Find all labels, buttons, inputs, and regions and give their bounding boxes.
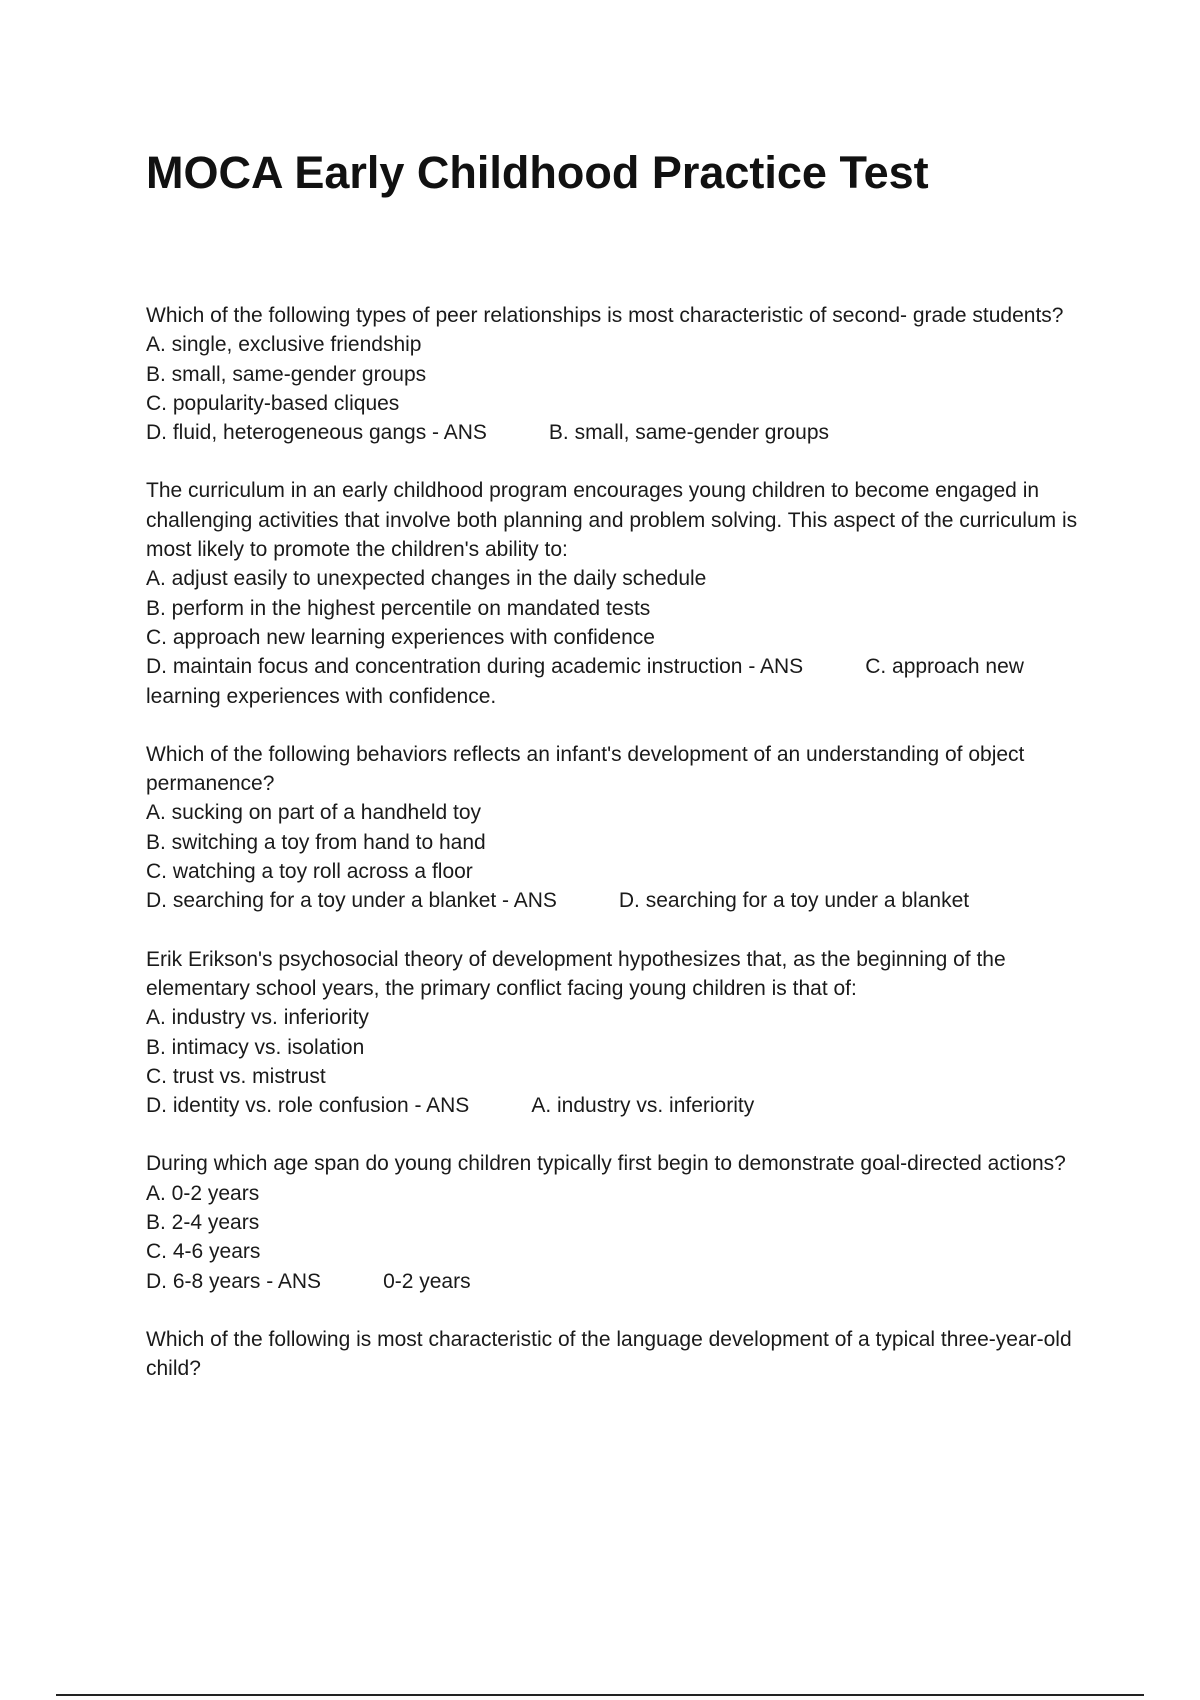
question-list [146,301,1096,1413]
answer-option: A. single, exclusive friendship [146,333,422,357]
correct-answer: B. small, same-gender groups [548,421,830,445]
answer-option: A. 0-2 years [146,1181,260,1205]
question-block [146,476,1096,710]
document-title: MOCA Early Childhood Practice Test [146,147,929,198]
correct-answer: D. searching for a toy under a blanket [618,889,970,913]
answer-option: B. switching a toy from hand to hand [146,830,486,854]
question-block [146,1149,1096,1295]
answer-option: C. 4-6 years [146,1240,261,1264]
option-d-text: D. searching for a toy under a blanket - ANS [146,889,557,913]
question-block [146,1325,1096,1384]
correct-answer: A. industry vs. inferiority [531,1094,755,1118]
answer-option: C. approach new learning experiences with confidence [146,625,655,649]
option-d-text: D. 6-8 years - ANS [146,1269,322,1293]
answer-option: A. adjust easily to unexpected changes in the daily schedule [146,567,707,591]
question-stem: Which of the following is most characteristic of the language development of a typical three-year-old child? [146,1327,1072,1381]
answer-option: C. watching a toy roll across a floor [146,860,473,884]
option-d-text: D. identity vs. role confusion - ANS [146,1094,470,1118]
question-stem: Erik Erikson's psychosocial theory of development hypothesizes that, as the beginning of the elementary school years, the primary conflict facing young children is that of: [146,947,1006,1000]
option-d-text: D. fluid, heterogeneous gangs - ANS [146,421,487,445]
answer-option: B. perform in the highest percentile on mandated tests [146,596,651,620]
question-block [146,945,1096,1121]
answer-option-last [146,1267,1096,1296]
answer-option-last [146,1091,1096,1120]
answer-option: A. industry vs. inferiority [146,1006,369,1030]
answer-option: B. intimacy vs. isolation [146,1035,365,1059]
answer-option: C. trust vs. mistrust [146,1064,326,1088]
question-stem: Which of the following behaviors reflects an infant's development of an understanding of object permanence? [146,742,1025,796]
question-block [146,740,1096,916]
answer-option: C. popularity-based cliques [146,391,400,415]
answer-option-last [146,886,1096,915]
answer-option: A. sucking on part of a handheld toy [146,801,482,825]
footer-divider [56,1694,1144,1696]
answer-option: B. 2-4 years [146,1211,260,1235]
answer-option-last [146,652,1096,711]
question-stem: During which age span do young children typically first begin to demonstrate goal-directed actions? [146,1152,1066,1176]
answer-option-last [146,418,1096,447]
correct-answer: C. approach new learning experiences with confidence. [146,655,1024,708]
correct-answer: 0-2 years [383,1269,471,1293]
question-stem: Which of the following types of peer relationships is most characteristic of second- grade students? [146,304,1064,327]
question-block [146,301,1096,447]
answer-option: B. small, same-gender groups [146,362,427,386]
question-stem: The curriculum in an early childhood program encourages young children to become engaged in challenging activities that involve both planning and problem solving. This aspect of the curriculum is most likely to promote the children's ability to: [146,479,1078,562]
option-d-text: D. maintain focus and concentration during academic instruction - ANS [146,655,804,679]
